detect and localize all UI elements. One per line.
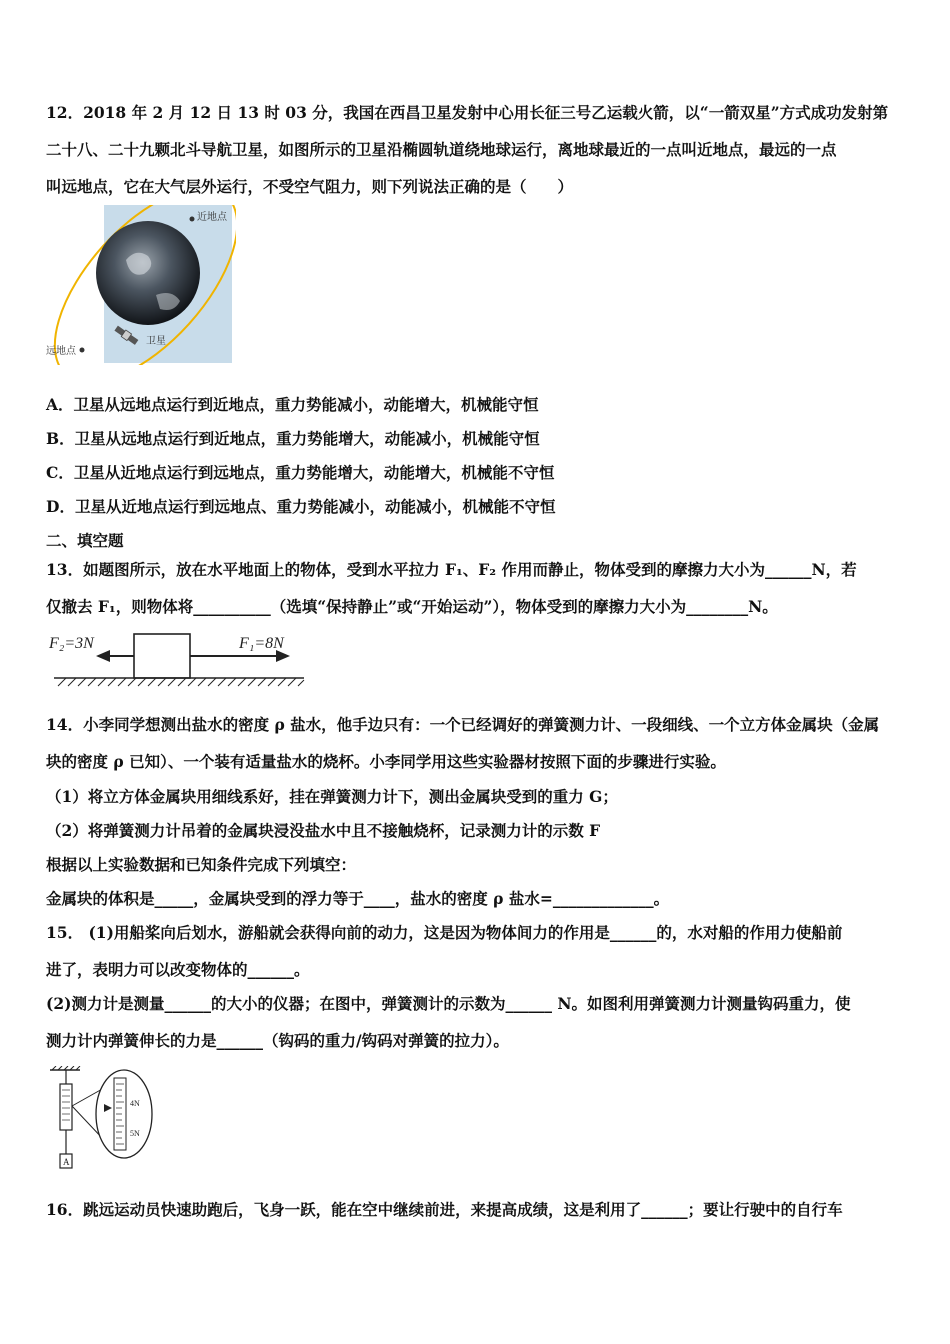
tick-label-5n: 5N — [130, 1129, 140, 1138]
q12-option-d: D．卫星从近地点运行到远地点、重力势能减小，动能减小，机械能不守恒 — [46, 497, 556, 516]
earth-globe — [96, 221, 200, 325]
q12-line1: 12．2018 年 2 月 12 日 13 时 03 分，我国在西昌卫星发射中心用长征三号乙运载火箭，以“一箭双星”方式成功发射第 — [46, 103, 889, 122]
f1-label: F₁=8N — [239, 635, 284, 652]
q15-line4: 测力计内弹簧伸长的力是______（钩码的重力/钩码对弹簧的拉力）。 — [46, 1031, 509, 1050]
satellite-orbit-figure — [46, 205, 236, 365]
f2-arrow-head — [96, 650, 110, 662]
tick-label-4n: 4N — [130, 1099, 140, 1108]
q14-step1: （1）将立方体金属块用细线系好，挂在弹簧测力计下，测出金属块受到的重力 G； — [46, 787, 618, 806]
near-point-dot — [190, 217, 195, 222]
q14-line4: 金属块的体积是_____，金属块受到的浮力等于____，盐水的密度 ρ 盐水=_____________。 — [46, 889, 670, 908]
q16-line1: 16．跳远运动员快速助跑后，飞身一跃，能在空中继续前进，来提高成绩，这是利用了______；要让行驶中的自行车 — [46, 1200, 843, 1219]
q12-line2: 二十八、二十九颗北斗导航卫星，如图所示的卫星沿椭圆轨道绕地球运行，离地球最近的一点叫近地点，最远的一点 — [46, 140, 837, 159]
section-title: 二、填空题 — [46, 531, 124, 550]
f2-label: F₂=3N — [49, 635, 94, 652]
q15-line3: (2)测力计是测量______的大小的仪器；在图中，弹簧测计的示数为______ N。如图利用弹簧测力计测量钩码重力，使 — [46, 994, 851, 1013]
q12-option-a: A．卫星从远地点运行到近地点，重力势能减小，动能增大，机械能守恒 — [46, 395, 539, 414]
q15-line2: 进了，表明力可以改变物体的______。 — [46, 960, 310, 979]
far-point-dot — [80, 348, 85, 353]
q12-line3: 叫远地点，它在大气层外运行，不受空气阻力，则下列说法正确的是（ ） — [46, 177, 574, 196]
q15-line1: 15． (1)用船桨向后划水，游船就会获得向前的动力，这是因为物体间力的作用是______的，水对船的作用力使船前 — [46, 923, 843, 942]
q12-option-b: B．卫星从远地点运行到近地点，重力势能增大，动能减小，机械能守恒 — [46, 429, 540, 448]
weight-label: A — [63, 1157, 70, 1167]
force-diagram-figure — [46, 628, 306, 690]
near-point-label: 近地点 — [197, 212, 227, 223]
q14-line2: 块的密度 ρ 已知）、一个装有适量盐水的烧杯。小李同学用这些实验器材按照下面的步骤进行实验。 — [46, 752, 726, 771]
ground-hatching — [58, 678, 304, 686]
scale-body — [60, 1084, 72, 1130]
far-point-label: 远地点 — [46, 346, 76, 357]
q14-line1: 14．小李同学想测出盐水的密度 ρ 盐水，他手边只有：一个已经调好的弹簧测力计、一段细线、一个立方体金属块（金属 — [46, 715, 880, 734]
spring-scale-figure — [46, 1066, 156, 1174]
q14-step2: （2）将弹簧测力计吊着的金属块浸没盐水中且不接触烧杯，记录测力计的示数 F — [46, 821, 601, 840]
q14-line3: 根据以上实验数据和已知条件完成下列填空： — [46, 855, 357, 874]
q12-option-c: C．卫星从近地点运行到远地点，重力势能增大，动能增大，机械能不守恒 — [46, 463, 555, 482]
q13-line2: 仅撤去 F₁，则物体将__________（选填“保持静止”或“开始运动”），物体受到的摩擦力大小为________N。 — [46, 597, 778, 616]
block — [134, 634, 190, 678]
satellite-label: 卫星 — [146, 336, 166, 347]
q13-line1: 13．如题图所示，放在水平地面上的物体，受到水平拉力 F₁、F₂ 作用而静止，物体受到的摩擦力大小为______N，若 — [46, 560, 857, 579]
